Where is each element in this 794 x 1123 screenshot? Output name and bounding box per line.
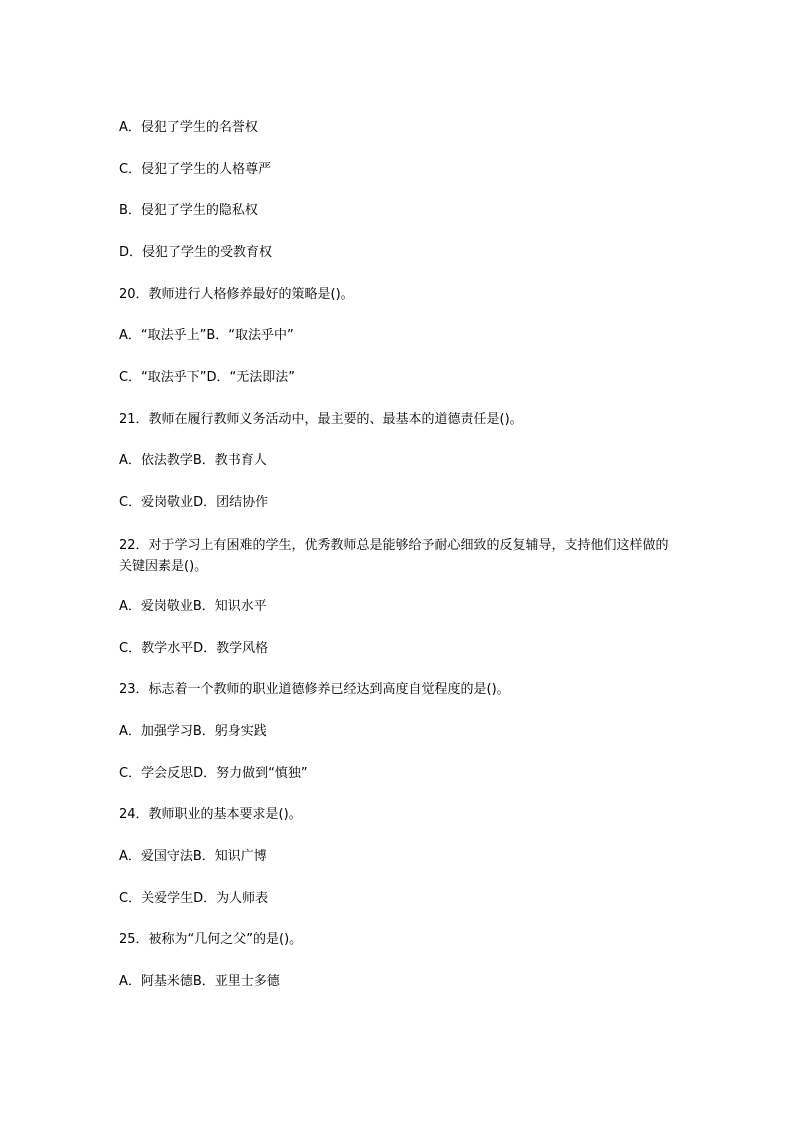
option-line: C．爱岗敬业D．团结协作 [119, 495, 269, 510]
question-23: 23．标志着一个教师的职业道德修养已经达到高度自觉程度的是()。 [119, 682, 510, 697]
option-line: A．阿基米德B．亚里士多德 [119, 974, 280, 989]
option-line: C．侵犯了学生的人格尊严 [119, 162, 272, 177]
question-21: 21．教师在履行教师义务活动中，最主要的、最基本的道德责任是()。 [119, 412, 523, 427]
option-line: A．爱国守法B．知识广博 [119, 849, 267, 864]
option-line: A．侵犯了学生的名誉权 [119, 120, 258, 135]
question-20: 20．教师进行人格修养最好的策略是()。 [119, 287, 354, 302]
option-line: C．学会反思D．努力做到“慎独” [119, 766, 308, 781]
option-line: D．侵犯了学生的受教育权 [119, 245, 273, 260]
option-line: B．侵犯了学生的隐私权 [119, 203, 258, 218]
question-25: 25．被称为“几何之父”的是()。 [119, 932, 303, 947]
question-24: 24．教师职业的基本要求是()。 [119, 807, 302, 822]
option-line: C．关爱学生D．为人师表 [119, 891, 269, 906]
option-line: A．爱岗敬业B．知识水平 [119, 599, 267, 614]
option-line: A．加强学习B．躬身实践 [119, 724, 267, 739]
option-line: A．依法教学B．教书育人 [119, 453, 267, 468]
option-line: A．“取法乎上”B．“取法乎中” [119, 328, 294, 343]
option-line: C．“取法乎下”D．“无法即法” [119, 370, 296, 385]
option-line: C．教学水平D．教学风格 [119, 641, 269, 656]
question-22: 22．对于学习上有困难的学生，优秀教师总是能够给予耐心细致的反复辅导，支持他们这样做的关键因素是()。 [119, 538, 669, 574]
